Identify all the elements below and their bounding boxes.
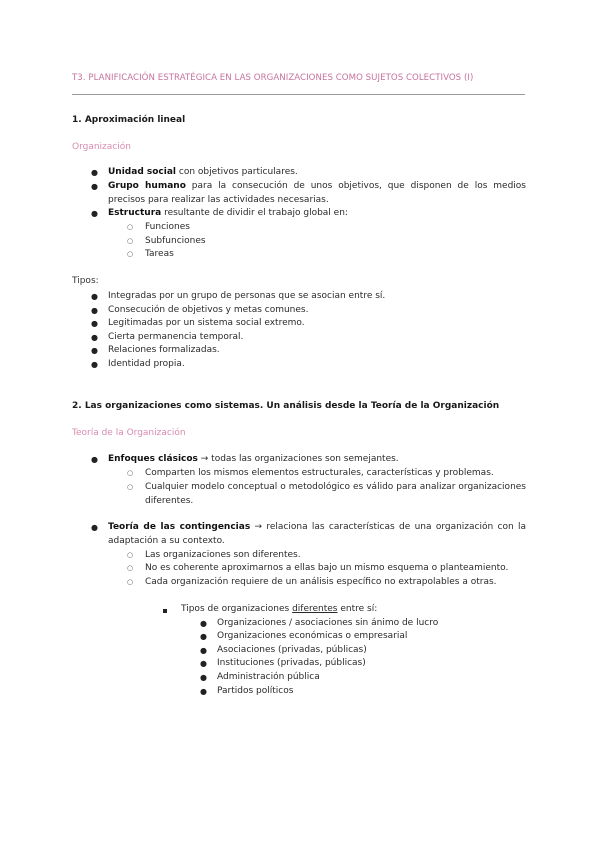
list-item: Partidos políticos xyxy=(217,686,294,696)
list-item: Asociaciones (privadas, públicas) xyxy=(217,645,367,655)
bullet-icon: ● xyxy=(91,306,98,315)
section-2-subheading: Teoría de la Organización xyxy=(72,428,186,438)
bullet-icon: ● xyxy=(91,455,98,464)
section-2-heading: 2. Las organizaciones como sistemas. Un análisis desde la Teoría de la Organización xyxy=(72,401,500,411)
circle-bullet-icon: ○ xyxy=(127,483,134,491)
list-item: Relaciones formalizadas. xyxy=(108,345,220,355)
list-item: Enfoques clásicos → todas las organizaciones son semejantes. xyxy=(108,454,399,464)
list-item: Organizaciones / asociaciones sin ánimo de lucro xyxy=(217,618,439,628)
section-1-subheading: Organización xyxy=(72,142,131,152)
list-item: Cada organización requiere de un análisis específico no extrapolables a otras. xyxy=(145,577,497,587)
section-1-heading: 1. Aproximación lineal xyxy=(72,115,186,125)
list-item: Cierta permanencia temporal. xyxy=(108,332,244,342)
list-item: Cualquier modelo conceptual o metodológico es válido para analizar organizaciones diferentes. xyxy=(145,482,526,506)
square-bullet-icon xyxy=(163,609,167,613)
list-item: Estructura resultante de dividir el trabajo global en: xyxy=(108,208,348,218)
bullet-icon: ● xyxy=(200,632,207,641)
list-item: Tipos de organizaciones diferentes entre sí: xyxy=(181,604,378,614)
list-item: Legitimadas por un sistema social extremo. xyxy=(108,318,305,328)
bullet-icon: ● xyxy=(91,209,98,218)
bullet-icon: ● xyxy=(91,523,98,532)
bullet-icon: ● xyxy=(200,687,207,696)
list-item: Integradas por un grupo de personas que se asocian entre sí. xyxy=(108,291,386,301)
list-item: Grupo humano para la consecución de unos objetivos, que disponen de los medios precisos para realizar las actividades necesarias. xyxy=(108,181,526,205)
circle-bullet-icon: ○ xyxy=(127,551,134,559)
list-item: Identidad propia. xyxy=(108,359,185,369)
bullet-icon: ● xyxy=(200,619,207,628)
bullet-icon: ● xyxy=(91,333,98,342)
title-divider xyxy=(72,94,525,95)
bullet-icon: ● xyxy=(91,292,98,301)
bullet-icon: ● xyxy=(91,346,98,355)
list-item: No es coherente aproximarnos a ellas bajo un mismo esquema o planteamiento. xyxy=(145,563,509,573)
bullet-icon: ● xyxy=(91,319,98,328)
bullet-icon: ● xyxy=(200,646,207,655)
list-item: Instituciones (privadas, públicas) xyxy=(217,658,366,668)
list-item: Unidad social con objetivos particulares. xyxy=(108,167,298,177)
bullet-icon: ● xyxy=(200,659,207,668)
circle-bullet-icon: ○ xyxy=(127,469,134,477)
list-item: Comparten los mismos elementos estructurales, características y problemas. xyxy=(145,468,494,478)
tipos-label: Tipos: xyxy=(72,276,99,286)
list-item: Subfunciones xyxy=(145,236,206,246)
list-item: Teoría de las contingencias → relaciona las características de una organización con la adaptación a su contexto. xyxy=(108,522,527,546)
list-item: Las organizaciones son diferentes. xyxy=(145,550,301,560)
list-item: Organizaciones económicas o empresarial xyxy=(217,631,408,641)
list-item: Funciones xyxy=(145,222,190,232)
circle-bullet-icon: ○ xyxy=(127,564,134,572)
document-title: T3. PLANIFICACIÓN ESTRATÉGICA EN LAS ORGANIZACIONES COMO SUJETOS COLECTIVOS (I) xyxy=(72,73,474,83)
bullet-icon: ● xyxy=(91,360,98,369)
circle-bullet-icon: ○ xyxy=(127,223,134,231)
bullet-icon: ● xyxy=(91,168,98,177)
list-item: Consecución de objetivos y metas comunes. xyxy=(108,305,309,315)
circle-bullet-icon: ○ xyxy=(127,250,134,258)
bullet-icon: ● xyxy=(200,673,207,682)
circle-bullet-icon: ○ xyxy=(127,237,134,245)
list-item: Tareas xyxy=(145,249,174,259)
circle-bullet-icon: ○ xyxy=(127,578,134,586)
list-item: Administración pública xyxy=(217,672,320,682)
bullet-icon: ● xyxy=(91,182,98,191)
